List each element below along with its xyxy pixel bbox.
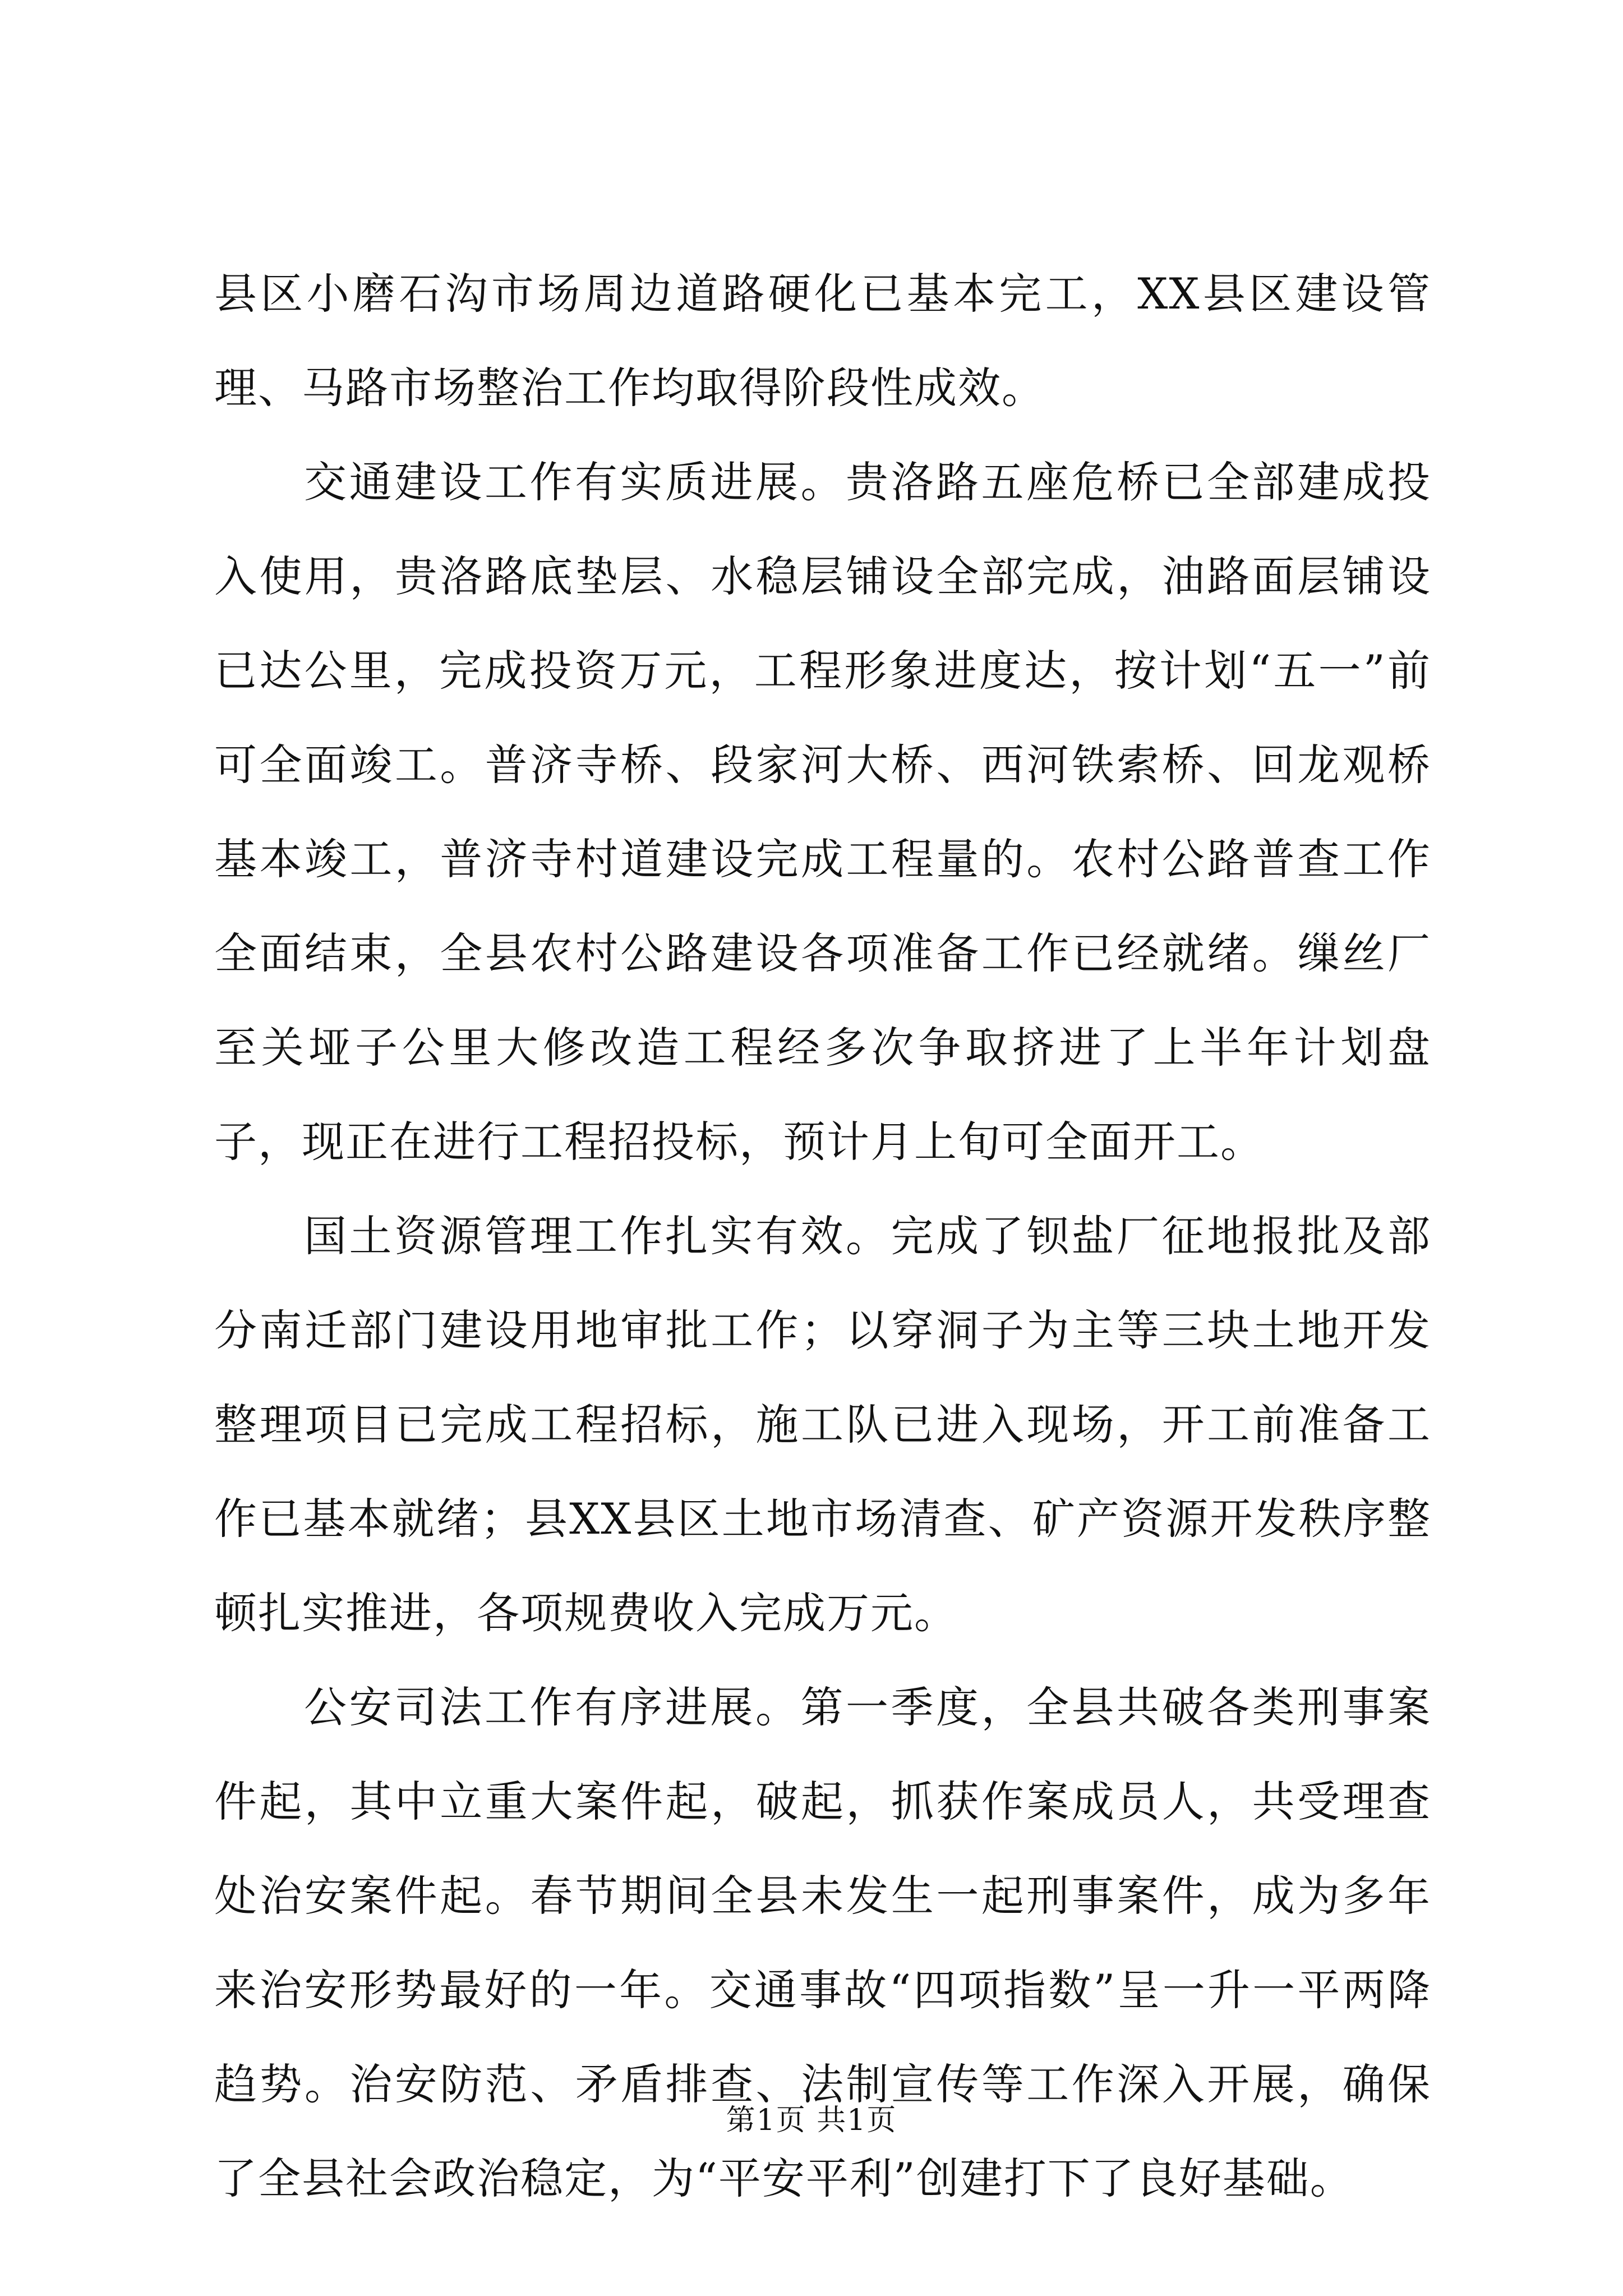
document-body [214, 247, 1431, 2226]
paragraph-urban-construction: 县区小磨石沟市场周边道路硬化已基本完工，XX县区建设管理、马路市场整治工作均取得阶段性成效。 [214, 269, 1431, 413]
paragraph-land-resources: 国土资源管理工作扎实有效。完成了钡盐厂征地报批及部分南迁部门建设用地审批工作；以穿洞子为主等三块土地开发整理项目已完成工程招标，施工队已进入现场，开工前准备工作已基本就绪；县XX县区土地市场清查、矿产资源开发秩序整顿扎实推进，各项规费收入完成万元。 [214, 1211, 1431, 1638]
paragraph-transport: 交通建设工作有实质进展。贵洛路五座危桥已全部建成投入使用，贵洛路底垫层、水稳层铺设全部完成，油路面层铺设已达公里，完成投资万元，工程形象进度达，按计划“五一”前可全面竣工。普济寺桥、段家河大桥、西河铁索桥、回龙观桥基本竣工，普济寺村道建设完成工程量的。农村公路普查工作全面结束，全县农村公路建设各项准备工作已经就绪。缫丝厂至关垭子公里大修改造工程经多次争取挤进了上半年计划盘子，现正在进行工程招投标，预计月上旬可全面开工。 [214, 457, 1431, 1167]
paragraph-public-security: 公安司法工作有序进展。第一季度，全县共破各类刑事案件起，其中立重大案件起，破起，抓获作案成员人，共受理查处治安案件起。春节期间全县未发生一起刑事案件，成为多年来治安形势最好的一年。交通事故“四项指数”呈一升一平两降趋势。治安防范、矛盾排查、法制宣传等工作深入开展，确保了全县社会政治稳定，为“平安平利”创建打下了良好基础。 [214, 1682, 1431, 2203]
page-footer: 第1页 共1页 [726, 2104, 897, 2137]
